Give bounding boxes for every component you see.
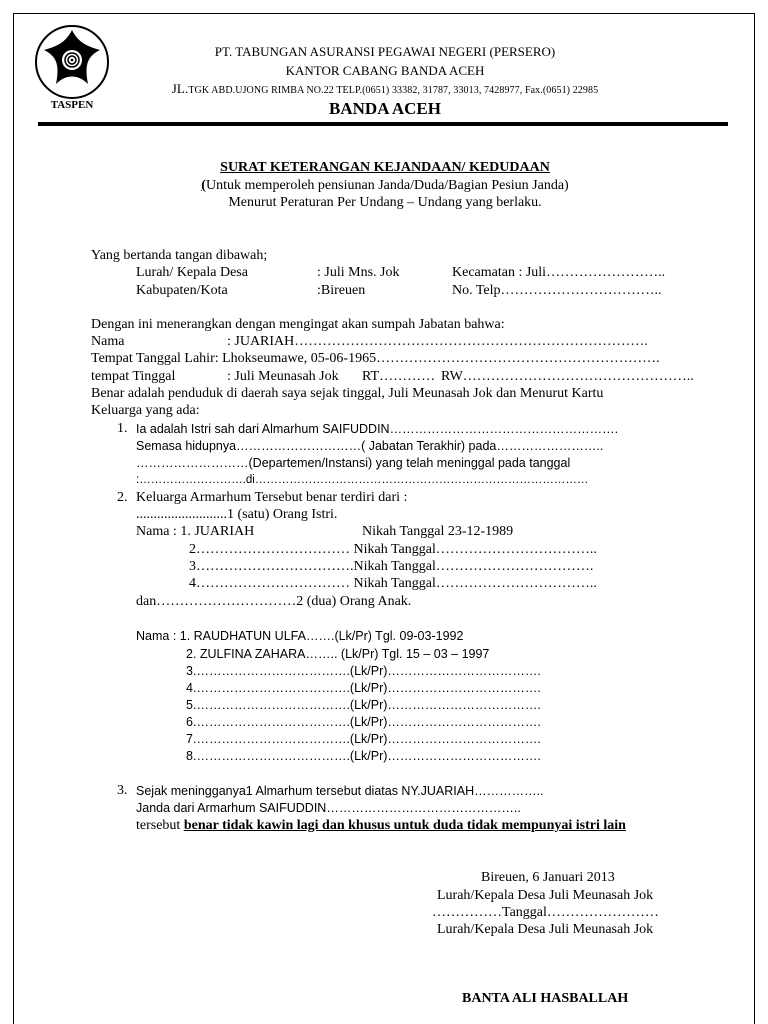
logo-text: TASPEN bbox=[50, 99, 94, 110]
signature-place-date: Bireuen, 6 Januari 2013 bbox=[481, 870, 615, 885]
istri-count: ..........................1 (satu) Orang Istri. bbox=[136, 507, 338, 522]
item1-line3: ………………………(Departemen/Instansi) yang telah meninggal pada tanggal bbox=[136, 456, 571, 470]
kabupaten-value: :Bireuen bbox=[317, 283, 366, 298]
tinggal-value: : Juli Meunasah Jok bbox=[227, 369, 339, 384]
document-subtitle-2: Menurut Peraturan Per Undang – Undang yang berlaku. bbox=[228, 195, 542, 210]
lurah-label: Lurah/ Kepala Desa bbox=[136, 265, 248, 280]
signature-name: BANTA ALI HASBALLAH bbox=[462, 991, 629, 1006]
signature-tanggal: ……………Tanggal…………………… bbox=[432, 905, 659, 920]
header-org: PT. TABUNGAN ASURANSI PEGAWAI NEGERI (PERSERO) bbox=[214, 44, 556, 59]
signature-title-1: Lurah/Kepala Desa Juli Meunasah Jok bbox=[437, 888, 654, 903]
child-row: 5.……………………………….(Lk/Pr)………………………………. bbox=[186, 698, 541, 712]
kecamatan-field: Kecamatan : Juli…………………….. bbox=[452, 265, 666, 280]
anak-count: dan…………………………2 (dua) Orang Anak. bbox=[136, 594, 412, 609]
header-rule bbox=[38, 122, 728, 126]
lurah-value: : Juli Mns. Jok bbox=[317, 265, 400, 280]
header-city: BANDA ACEH bbox=[329, 99, 441, 118]
document-title: SURAT KETERANGAN KEJANDAAN/ KEDUDAAN bbox=[220, 160, 550, 175]
item3-line3: tersebut benar tidak kawin lagi dan khusus untuk duda tidak mempunyai istri lain bbox=[136, 818, 626, 833]
child-row: 8.……………………………….(Lk/Pr)………………………………. bbox=[186, 749, 541, 763]
benar-line-2: Keluarga yang ada: bbox=[91, 403, 200, 418]
child-row-2: 2. ZULFINA ZAHARA…….. (Lk/Pr) Tgl. 15 – 03 – 1997 bbox=[186, 647, 490, 661]
benar-line-1: Benar adalah penduduk di daerah saya sejak tinggal, Juli Meunasah Jok dan Menurut Kartu bbox=[91, 386, 604, 401]
spouse-row: 3…………………………….Nikah Tanggal……………………………. bbox=[189, 559, 594, 574]
spouse-row-1-nikah: Nikah Tanggal 23-12-1989 bbox=[362, 524, 514, 539]
item3-number: 3. bbox=[117, 783, 128, 798]
rt-field: RT………… bbox=[362, 369, 436, 384]
child-row: 3.……………………………….(Lk/Pr)………………………………. bbox=[186, 664, 541, 678]
item1-number: 1. bbox=[117, 421, 128, 436]
child-row: 6.……………………………….(Lk/Pr)………………………………. bbox=[186, 715, 541, 729]
header-branch: KANTOR CABANG BANDA ACEH bbox=[285, 63, 485, 78]
spouse-row: 2…………………………… Nikah Tanggal…………………………….. bbox=[189, 542, 597, 557]
nama-value: : JUARIAH…………………………………………………………………. bbox=[227, 334, 648, 349]
child-row: 4.……………………………….(Lk/Pr)………………………………. bbox=[186, 681, 541, 695]
item2-number: 2. bbox=[117, 490, 128, 505]
item1-line1: Ia adalah Istri sah dari Almarhum SAIFUDDIN………………………………………………. bbox=[136, 422, 619, 436]
spouse-row: 4…………………………… Nikah Tanggal…………………………….. bbox=[189, 576, 597, 591]
declaration-intro: Dengan ini menerangkan dengan mengingat akan sumpah Jabatan bahwa: bbox=[91, 317, 505, 332]
document-subtitle-1: (Untuk memperoleh pensiunan Janda/Duda/Bagian Pesiun Janda) bbox=[201, 178, 569, 193]
ttl-field: Tempat Tanggal Lahir: Lhokseumawe, 05-06-1965……………………………………………………. bbox=[91, 351, 660, 366]
item3-line1: Sejak meningganya1 Almarhum tersebut diatas NY.JUARIAH…………….. bbox=[136, 784, 544, 798]
nama-label: Nama bbox=[91, 334, 125, 349]
item1-line4: :……………………….di…………………………………………………………………………… bbox=[136, 474, 589, 486]
header-address: JL.TGK ABD.UJONG RIMBA NO.22 TELP.(0651) 33382, 31787, 33013, 7428977, Fax.(0651) 22985 bbox=[171, 81, 599, 96]
telp-field: No. Telp…………………………….. bbox=[452, 283, 662, 298]
child-row: 7.……………………………….(Lk/Pr)………………………………. bbox=[186, 732, 541, 746]
rw-field: RW………………………………………….. bbox=[441, 369, 694, 384]
document-page bbox=[13, 13, 755, 1024]
item3-line2: Janda dari Armarhum SAIFUDDIN……………………………………….. bbox=[136, 801, 521, 815]
kabupaten-label: Kabupaten/Kota bbox=[136, 283, 228, 298]
spouse-row-1-name: Nama : 1. JUARIAH bbox=[136, 524, 255, 539]
item1-line2: Semasa hidupnya…………………………( Jabatan Terakhir) pada…………………….. bbox=[136, 439, 604, 453]
child-row-1: Nama : 1. RAUDHATUN ULFA…….(Lk/Pr) Tgl. 09-03-1992 bbox=[136, 629, 464, 643]
tinggal-label: tempat Tinggal bbox=[91, 369, 176, 384]
signer-intro: Yang bertanda tangan dibawah; bbox=[91, 248, 268, 263]
item2-line1: Keluarga Armarhum Tersebut benar terdiri dari : bbox=[136, 490, 408, 505]
signature-title-2: Lurah/Kepala Desa Juli Meunasah Jok bbox=[437, 922, 654, 937]
